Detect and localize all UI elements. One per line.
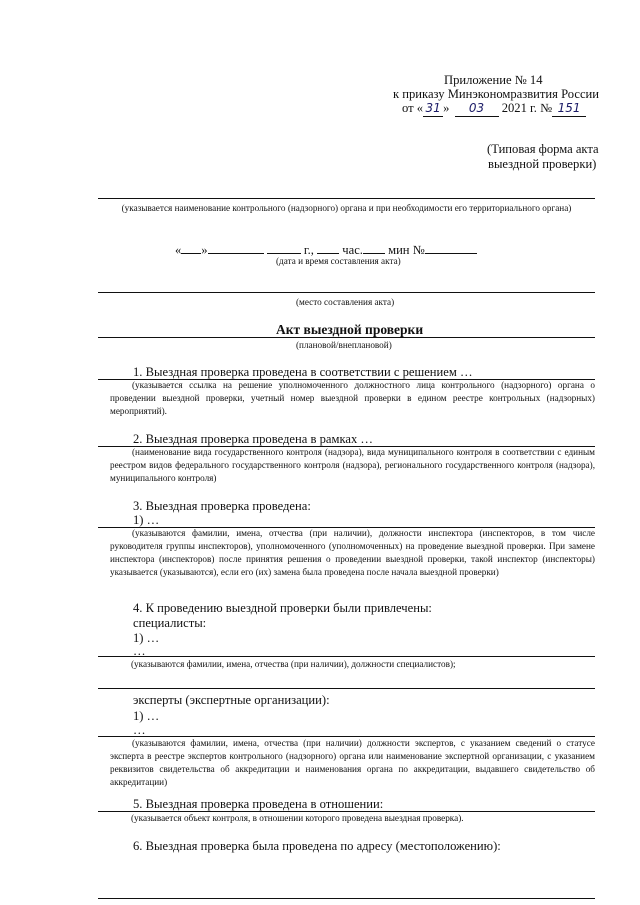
section-2-note: (наименование вида государственного контроля (надзора), вида муниципального контроля в соответствии с единым реестром видов федерального государственного контроля (надзора), регионального государственного контроля (надзора), муниципального контроля)	[110, 447, 595, 483]
dt-hours: час.	[342, 243, 363, 257]
date-prefix: от «	[402, 101, 424, 115]
dt-year-suffix: г.,	[303, 243, 314, 257]
dt-number-blank	[425, 253, 477, 254]
dt-day-blank	[181, 253, 201, 254]
dt-quote-open: «	[175, 243, 182, 257]
section-4-experts: эксперты (экспертные организации):	[133, 693, 330, 707]
order-day: 31	[423, 100, 443, 117]
form-type-line1: (Типовая форма акта	[487, 142, 599, 156]
dt-minutes: мин	[388, 243, 410, 257]
act-title-line	[98, 337, 595, 338]
dt-minutes-blank	[363, 253, 385, 254]
section-4-ellipsis-1: …	[133, 644, 146, 658]
form-type-line2: выездной проверки)	[488, 157, 597, 171]
section-2-title: 2. Выездная проверка проведена в рамках …	[133, 432, 373, 446]
dt-month-blank	[208, 253, 264, 254]
section-4-note-1: (указываются фамилии, имена, отчества (при наличии), должности специалистов);	[131, 659, 456, 669]
order-date-line	[402, 100, 602, 118]
order-year: 2021 г. №	[501, 101, 553, 115]
order-month: 03	[455, 100, 499, 117]
section-3-note: (указываются фамилии, имена, отчества (при наличии), должности инспектора (инспекторов, в том числе руководителя группы инспекторов), уполномоченного (уполномоченных) на проведение выездной проверки. При замене инспектора (инспекторов) после принятия решения о проведении выездной проверки, такой инспектор (инспекторы) указывается (указываются), если его (их) замена была проведена после начала выездной проверки)	[110, 528, 595, 577]
section-4-ellipsis-2: …	[133, 723, 146, 737]
act-title: Акт выездной проверки	[276, 322, 424, 337]
dt-hours-blank	[317, 253, 339, 254]
section-4-title: 4. К проведению выездной проверки были привлечены:	[133, 601, 432, 615]
section-6-title: 6. Выездная проверка была проведена по адресу (местоположению):	[133, 839, 501, 853]
dt-number-sign: №	[412, 243, 425, 257]
act-subtitle: (плановой/внеплановой)	[296, 340, 392, 350]
section-4-item-1: 1) …	[133, 631, 160, 645]
section-4-blank-line	[98, 688, 595, 689]
order-number: 151	[552, 100, 586, 117]
section-1-title: 1. Выездная проверка проведена в соответствии с решением …	[133, 365, 473, 379]
authority-name-line	[98, 198, 595, 199]
dt-year-blank	[267, 253, 301, 254]
section-4-item-2: 1) …	[133, 709, 160, 723]
order-reference: к приказу Минэкономразвития России	[393, 87, 600, 101]
appendix-number: Приложение № 14	[444, 73, 543, 87]
datetime-caption: (дата и время составления акта)	[276, 256, 401, 266]
section-4-note-2: (указываются фамилии, имена, отчества (при наличии) должности экспертов, с указанием сведений о статусе эксперта в реестре экспертов контрольного (надзорного) органа или наименование экспертной организации, с указанием реквизитов свидетельства об аккредитации и наименования органа по аккредитации, выдавшего свидетельство об аккредитации)	[110, 738, 595, 787]
authority-caption: (указывается наименование контрольного (надзорного) органа и при необходимости его территориального органа)	[121, 203, 572, 213]
section-1-note: (указывается ссылка на решение уполномоченного должностного лица контрольного (надзорного) органа о проведении выездной проверки, учетный номер выездной проверки в едином реестре контрольных (надзорных) мероприятий).	[110, 380, 595, 416]
place-line	[98, 292, 595, 293]
section-3-title: 3. Выездная проверка проведена:	[133, 499, 311, 513]
section-6-line	[98, 898, 595, 899]
date-mid: »	[443, 101, 450, 115]
place-caption: (место составления акта)	[296, 297, 395, 307]
section-3-item: 1) …	[133, 513, 160, 527]
section-5-title: 5. Выездная проверка проведена в отношении:	[133, 797, 384, 811]
dt-quote-close: »	[201, 243, 208, 257]
section-4-specialists: специалисты:	[133, 616, 207, 630]
section-4-line-1	[98, 656, 595, 657]
section-5-note: (указывается объект контроля, в отношении которого проведена выездная проверка).	[131, 813, 464, 823]
